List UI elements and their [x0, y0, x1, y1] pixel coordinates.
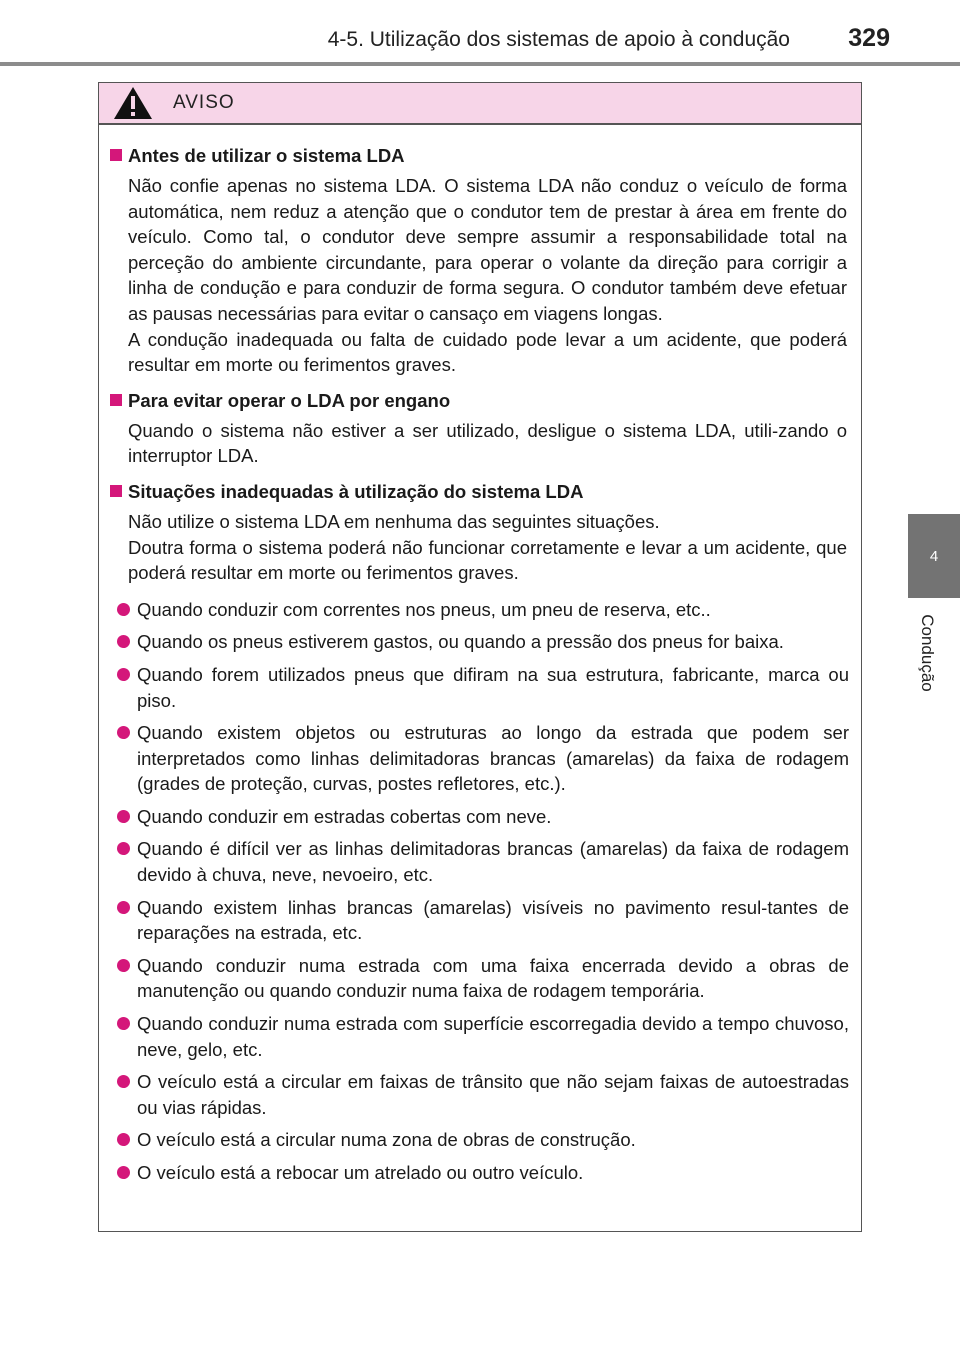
- section-avoid-accidental: [109, 388, 851, 469]
- warning-content: [99, 125, 861, 1186]
- page-number: 329: [848, 24, 890, 52]
- list-item: Quando é difícil ver as linhas delimitadoras brancas (amarelas) da faixa de rodagem devido à chuva, neve, nevoeiro, etc.: [117, 836, 851, 887]
- warning-box: [98, 82, 862, 1232]
- paragraph: A condução inadequada ou falta de cuidado pode levar a um acidente, que poderá resultar em morte ou ferimentos graves.: [128, 328, 847, 376]
- chapter-label-container: [912, 602, 942, 704]
- circle-bullet-icon: [117, 1075, 130, 1088]
- circle-bullet-icon: [117, 901, 130, 914]
- square-bullet-icon: [110, 485, 122, 497]
- list-item: Quando conduzir com correntes nos pneus, um pneu de reserva, etc..: [117, 597, 851, 623]
- circle-bullet-icon: [117, 635, 130, 648]
- section-before-use: [109, 143, 851, 378]
- circle-bullet-icon: [117, 668, 130, 681]
- chapter-tab: [908, 514, 960, 598]
- paragraph: Quando o sistema não estiver a ser utilizado, desligue o sistema LDA, utili-zando o interruptor LDA.: [128, 419, 847, 467]
- section-heading: Para evitar operar o LDA por engano: [109, 388, 851, 413]
- square-bullet-icon: [110, 149, 122, 161]
- list-item: Quando conduzir em estradas cobertas com neve.: [117, 804, 851, 830]
- situation-list: [117, 597, 851, 1186]
- circle-bullet-icon: [117, 603, 130, 616]
- chapter-number: 4: [929, 547, 939, 565]
- paragraph: Doutra forma o sistema poderá não funcionar corretamente e levar a um acidente, que poderá resultar em morte ou ferimentos graves.: [128, 536, 847, 584]
- circle-bullet-icon: [117, 810, 130, 823]
- circle-bullet-icon: [117, 1133, 130, 1146]
- square-bullet-icon: [110, 394, 122, 406]
- list-item: Quando forem utilizados pneus que difiram na sua estrutura, fabricante, marca ou piso.: [117, 662, 851, 713]
- section-heading: Antes de utilizar o sistema LDA: [109, 143, 851, 168]
- section-title: 4-5. Utilização dos sistemas de apoio à condução: [327, 28, 790, 51]
- list-item: Quando conduzir numa estrada com uma faixa encerrada devido a obras de manutenção ou quando conduzir numa faixa de rodagem temporária.: [117, 953, 851, 1004]
- list-item: O veículo está a circular em faixas de trânsito que não sejam faixas de autoestradas ou vias rápidas.: [117, 1069, 851, 1120]
- paragraph: Não utilize o sistema LDA em nenhuma das seguintes situações.: [128, 510, 660, 532]
- list-item: Quando os pneus estiverem gastos, ou quando a pressão dos pneus for baixa.: [117, 629, 851, 655]
- paragraph: Não confie apenas no sistema LDA. O sistema LDA não conduz o veículo de forma automática, nem reduz a atenção que o condutor tem de prestar à área em frente do veículo. Como tal, o condutor deve sempre assumir a responsabilidade total na perceção do ambiente circundante, para operar o volante da direção para corrigir a linha de condução e para conduzir de forma segura. O condutor também deve efetuar as pausas necessárias para evitar o cansaço em viagens longas.: [128, 175, 847, 324]
- page-header: [0, 0, 960, 66]
- list-item: Quando conduzir numa estrada com superfície escorregadia devido a tempo chuvoso, neve, gelo, etc.: [117, 1011, 851, 1062]
- list-item: O veículo está a rebocar um atrelado ou outro veículo.: [117, 1160, 851, 1186]
- circle-bullet-icon: [117, 1166, 130, 1179]
- section-inadequate-situations: [109, 479, 851, 1186]
- circle-bullet-icon: [117, 959, 130, 972]
- section-heading: Situações inadequadas à utilização do sistema LDA: [109, 479, 851, 504]
- list-item: Quando existem linhas brancas (amarelas) visíveis no pavimento resul-tantes de reparações na estrada, etc.: [117, 895, 851, 946]
- list-item: Quando existem objetos ou estruturas ao longo da estrada que podem ser interpretados como linhas delimitadoras brancas (amarelas) da faixa de rodagem (grades de proteção, curvas, postes refletores, etc.).: [117, 720, 851, 797]
- chapter-label: Condução: [918, 614, 938, 692]
- circle-bullet-icon: [117, 1017, 130, 1030]
- warning-triangle-icon: [113, 86, 153, 120]
- list-item: O veículo está a circular numa zona de obras de construção.: [117, 1127, 851, 1153]
- circle-bullet-icon: [117, 842, 130, 855]
- circle-bullet-icon: [117, 726, 130, 739]
- warning-title: AVISO: [173, 92, 235, 113]
- warning-header: [99, 83, 861, 125]
